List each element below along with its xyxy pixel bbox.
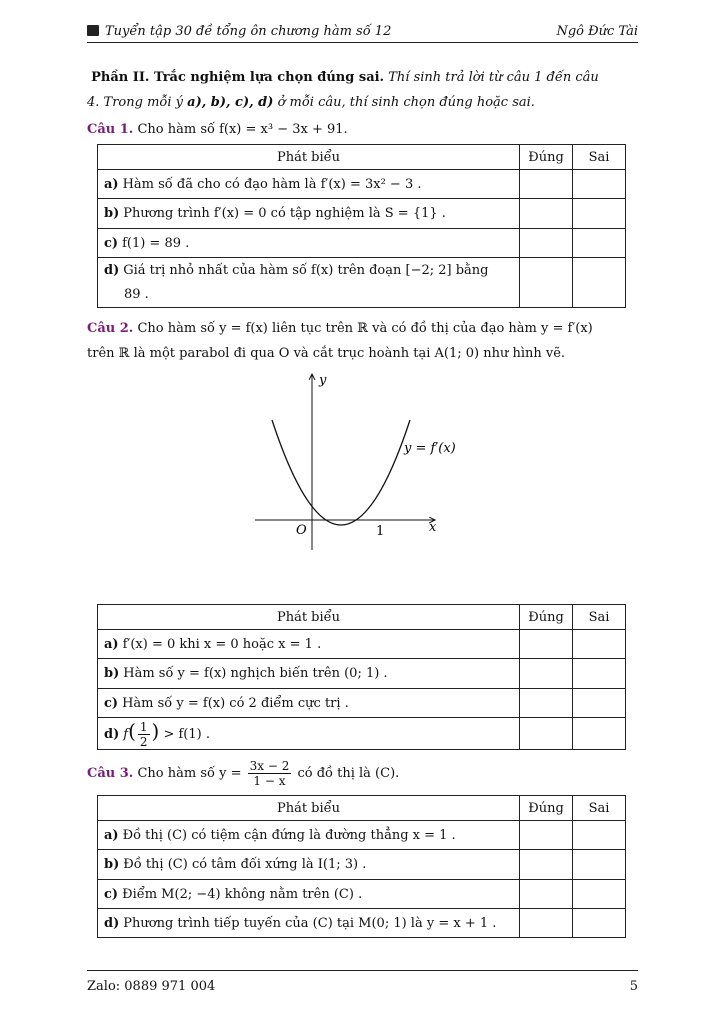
q1-b-key: b): [104, 206, 120, 221]
q1-c-false-cell[interactable]: [573, 229, 626, 258]
q1-a-key: a): [104, 176, 119, 192]
q2-d-key: d): [104, 726, 120, 742]
q1-header-true: Đúng: [520, 145, 573, 170]
q1-table: [97, 144, 626, 308]
q2-row-d: [98, 718, 626, 750]
q2-label: Câu 2.: [87, 321, 134, 336]
curve-label: y = f′(x): [404, 441, 456, 456]
q1-a-true-cell[interactable]: [520, 170, 573, 199]
page-header: [87, 22, 638, 43]
q2-d-lparen: (: [128, 718, 136, 743]
q2-header-false: Sai: [573, 605, 626, 630]
q3-header-statement: Phát biểu: [98, 796, 520, 821]
q2-d-post: > f(1) .: [163, 726, 210, 742]
q2-d-fraction: [138, 720, 150, 749]
q3-d-true-cell[interactable]: [520, 909, 573, 938]
q2-b-text: Hàm số y = f(x) nghịch biến trên (0; 1) .: [123, 666, 388, 681]
q3-row-a: [98, 821, 626, 850]
q2-row-c: [98, 689, 626, 718]
q3-table: [97, 795, 626, 938]
q1-row-c: [98, 229, 626, 258]
q2-table: [97, 604, 626, 750]
q3-a-true-cell[interactable]: [520, 821, 573, 850]
q1-c-true-cell[interactable]: [520, 229, 573, 258]
q1-a-false-cell[interactable]: [573, 170, 626, 199]
q3-b-key: b): [104, 857, 120, 872]
part-title: Phần II. Trắc nghiệm lựa chọn đúng sai.: [91, 70, 385, 85]
page-number: 5: [629, 979, 638, 994]
q3-b-true-cell[interactable]: [520, 850, 573, 880]
q2-graph: [240, 368, 460, 558]
parabola-curve: [272, 420, 410, 525]
q3-prompt: [87, 756, 638, 792]
q2-row-a: [98, 630, 626, 659]
header-title: [87, 24, 391, 39]
q2-text-2: trên ℝ là một parabol đi qua O và cắt trục hoành tại A(1; 0) như hình vẽ.: [87, 346, 566, 361]
q3-c-text: Điểm M(2; −4) không nằm trên (C) .: [122, 886, 363, 902]
q2-header-true: Đúng: [520, 605, 573, 630]
q3-b-text: Đồ thị (C) có tâm đối xứng là I(1; 3) .: [123, 857, 367, 872]
q1-d-key: d): [104, 262, 120, 278]
q1-header-false: Sai: [573, 145, 626, 170]
q1-prompt: [87, 117, 638, 142]
q1-d-true-cell[interactable]: [520, 258, 573, 308]
q1-a-text: Hàm số đã cho có đạo hàm là f′(x) = 3x² − 3 .: [122, 176, 422, 192]
q3-label: Câu 3.: [87, 766, 134, 781]
page-footer: [87, 970, 638, 994]
q2-a-true-cell[interactable]: [520, 630, 573, 659]
q2-d-den: 2: [139, 734, 148, 749]
q2-b-false-cell[interactable]: [573, 659, 626, 689]
q3-header-true: Đúng: [520, 796, 573, 821]
q3-d-false-cell[interactable]: [573, 909, 626, 938]
q3-row-c: [98, 880, 626, 909]
q1-row-b: [98, 199, 626, 229]
options-list: a), b), c), d): [187, 95, 274, 110]
q1-c-text: f(1) = 89 .: [122, 235, 190, 251]
q1-d-false-cell[interactable]: [573, 258, 626, 308]
q1-d-text: Giá trị nhỏ nhất của hàm số f(x) trên đoạn [−2; 2] bằng: [123, 262, 489, 278]
q2-a-text: f′(x) = 0 khi x = 0 hoặc x = 1 .: [122, 636, 322, 652]
q3-header-false: Sai: [573, 796, 626, 821]
q3-c-false-cell[interactable]: [573, 880, 626, 909]
q2-a-false-cell[interactable]: [573, 630, 626, 659]
q3-d-key: d): [104, 915, 120, 931]
q1-row-a: [98, 170, 626, 199]
q3-a-key: a): [104, 827, 119, 843]
q1-b-text: Phương trình f′(x) = 0 có tập nghiệm là S = {1} .: [123, 206, 446, 221]
q3-fraction: [248, 759, 292, 788]
q3-c-true-cell[interactable]: [520, 880, 573, 909]
q1-d-text2: 89 .: [124, 286, 149, 302]
q1-c-key: c): [104, 235, 119, 251]
q3-a-text: Đồ thị (C) có tiệm cận đứng là đường thẳng x = 1 .: [122, 827, 456, 843]
q2-header-statement: Phát biểu: [98, 605, 520, 630]
q1-row-d: [98, 258, 626, 308]
q3-den: 1 − x: [253, 774, 286, 788]
q3-row-d: [98, 909, 626, 938]
y-axis-label: y: [319, 373, 327, 388]
instruction-3: ở mỗi câu, thí sinh chọn đúng hoặc sai.: [277, 95, 535, 110]
q2-c-false-cell[interactable]: [573, 689, 626, 718]
q2-d-fn: f: [123, 726, 129, 742]
q2-row-b: [98, 659, 626, 689]
intro: [87, 65, 638, 115]
q3-d-text: Phương trình tiếp tuyến của (C) tại M(0; 1) là y = x + 1 .: [123, 915, 497, 931]
q3-c-key: c): [104, 886, 119, 902]
q2-d-num: 1: [139, 719, 148, 734]
q2-c-text: Hàm số y = f(x) có 2 điểm cực trị .: [122, 695, 349, 711]
q1-header-statement: Phát biểu: [98, 145, 520, 170]
q1-b-false-cell[interactable]: [573, 199, 626, 229]
tick-1-label: 1: [376, 524, 385, 539]
q2-d-true-cell[interactable]: [520, 718, 573, 750]
q2-c-key: c): [104, 695, 119, 711]
q2-b-key: b): [104, 666, 120, 681]
q3-b-false-cell[interactable]: [573, 850, 626, 880]
x-axis-label: x: [429, 520, 437, 535]
q3-row-b: [98, 850, 626, 880]
q2-d-false-cell[interactable]: [573, 718, 626, 750]
q3-a-false-cell[interactable]: [573, 821, 626, 850]
q3-pre: Cho hàm số y =: [137, 766, 242, 781]
q2-text-1: Cho hàm số y = f(x) liên tục trên ℝ và có đồ thị của đạo hàm y = f′(x): [137, 321, 593, 336]
header-author: Ngô Đức Tài: [556, 24, 638, 39]
q2-c-true-cell[interactable]: [520, 689, 573, 718]
book-icon: [87, 25, 99, 36]
q2-prompt: [87, 316, 638, 366]
q1-b-true-cell[interactable]: [520, 199, 573, 229]
footer-contact: Zalo: 0889 971 004: [87, 979, 216, 994]
q3-post: có đồ thị là (C).: [297, 766, 400, 781]
q1-label: Câu 1.: [87, 122, 134, 137]
q3-num: 3x − 2: [249, 759, 290, 773]
q2-b-true-cell[interactable]: [520, 659, 573, 689]
instruction-2: 4. Trong mỗi ý: [87, 95, 183, 110]
origin-label: O: [296, 523, 307, 538]
q2-a-key: a): [104, 636, 119, 652]
q1-text: Cho hàm số f(x) = x³ − 3x + 91.: [137, 122, 348, 137]
instruction-1: Thí sinh trả lời từ câu 1 đến câu: [388, 70, 599, 85]
q2-d-rparen: ): [151, 718, 160, 743]
header-title-text: Tuyển tập 30 đề tổng ôn chương hàm số 12: [105, 24, 392, 39]
